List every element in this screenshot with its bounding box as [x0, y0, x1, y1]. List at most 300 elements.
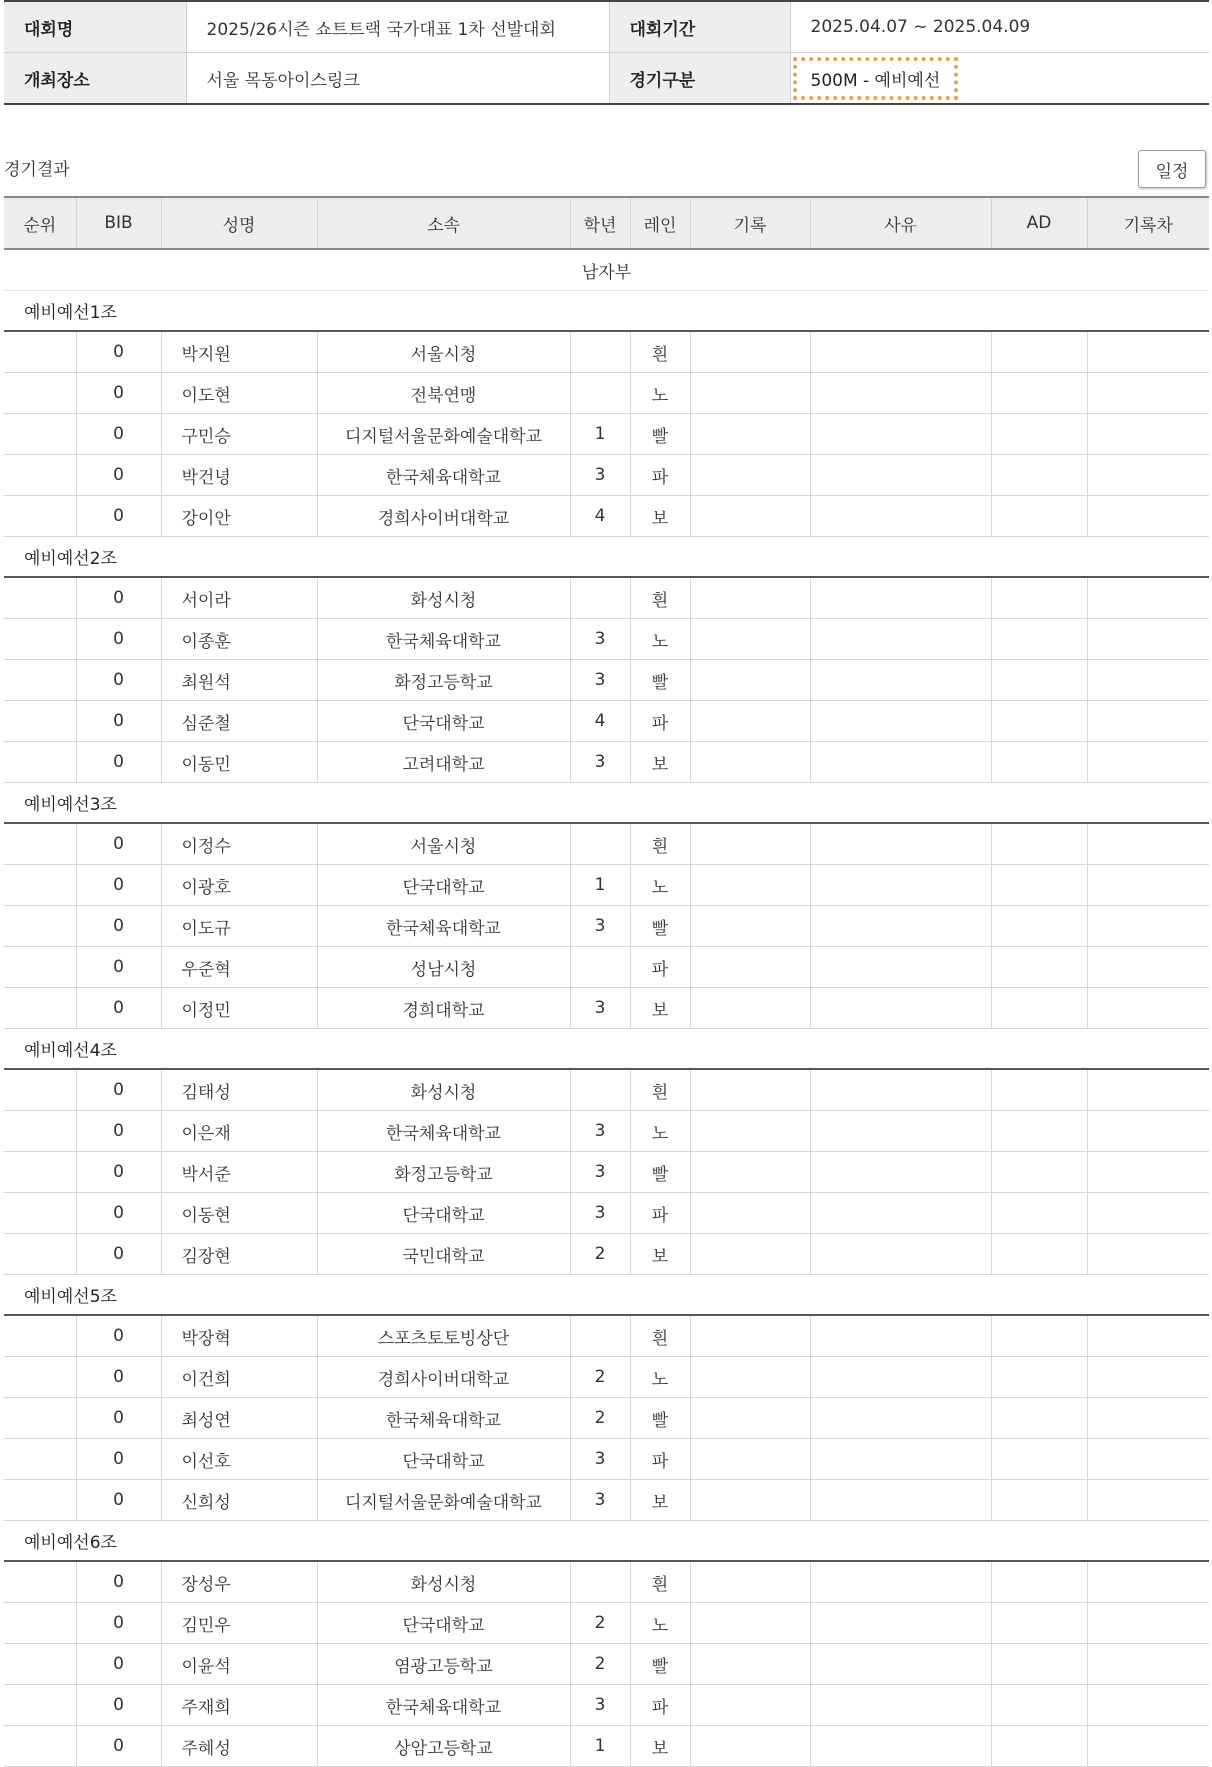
grade-cell: 4	[570, 701, 630, 742]
grade-cell: 3	[570, 1480, 630, 1521]
bib-cell: 0	[76, 742, 161, 783]
name-cell: 강이안	[161, 496, 317, 537]
name-cell: 우준혁	[161, 947, 317, 988]
team-cell: 경희사이버대학교	[317, 1357, 570, 1398]
bib-cell: 0	[76, 1726, 161, 1767]
bib-cell: 0	[76, 701, 161, 742]
gap-cell	[1087, 660, 1209, 701]
team-cell: 전북연맹	[317, 373, 570, 414]
bib-cell: 0	[76, 1357, 161, 1398]
grade-cell	[570, 1561, 630, 1603]
team-cell: 한국체육대학교	[317, 1398, 570, 1439]
lane-cell: 보	[630, 988, 690, 1029]
ad-cell	[991, 947, 1087, 988]
lane-cell: 빨	[630, 1644, 690, 1685]
table-row	[4, 1603, 1209, 1644]
bib-cell: 0	[76, 331, 161, 373]
reason-cell	[810, 1069, 991, 1111]
bib-cell: 0	[76, 823, 161, 865]
record-cell	[690, 373, 810, 414]
table-row	[4, 1111, 1209, 1152]
reason-cell	[810, 1561, 991, 1603]
grade-cell	[570, 373, 630, 414]
name-cell: 이동민	[161, 742, 317, 783]
gap-cell	[1087, 1603, 1209, 1644]
record-cell	[690, 619, 810, 660]
grade-cell: 3	[570, 455, 630, 496]
name-cell: 서이라	[161, 577, 317, 619]
record-cell	[690, 906, 810, 947]
gap-cell	[1087, 1234, 1209, 1275]
name-cell: 박서준	[161, 1152, 317, 1193]
team-cell: 화정고등학교	[317, 1152, 570, 1193]
reason-cell	[810, 1152, 991, 1193]
record-cell	[690, 1480, 810, 1521]
table-row	[4, 1193, 1209, 1234]
team-cell: 상암고등학교	[317, 1726, 570, 1767]
table-row	[4, 414, 1209, 455]
record-cell	[690, 1439, 810, 1480]
lane-cell: 파	[630, 1685, 690, 1726]
gap-cell	[1087, 496, 1209, 537]
gap-cell	[1087, 865, 1209, 906]
table-row	[4, 1357, 1209, 1398]
team-cell: 화정고등학교	[317, 660, 570, 701]
name-cell: 구민승	[161, 414, 317, 455]
gap-cell	[1087, 619, 1209, 660]
rank-cell	[4, 660, 76, 701]
bib-cell: 0	[76, 414, 161, 455]
gap-cell	[1087, 1315, 1209, 1357]
reason-cell	[810, 660, 991, 701]
table-row	[4, 1234, 1209, 1275]
team-cell: 성남시청	[317, 947, 570, 988]
gap-cell	[1087, 1193, 1209, 1234]
column-header-name: 성명	[161, 197, 317, 249]
gap-cell	[1087, 1069, 1209, 1111]
bib-cell: 0	[76, 1398, 161, 1439]
bib-cell: 0	[76, 1685, 161, 1726]
name-cell: 이동현	[161, 1193, 317, 1234]
reason-cell	[810, 1726, 991, 1767]
ad-cell	[991, 906, 1087, 947]
gap-cell	[1087, 1726, 1209, 1767]
rank-cell	[4, 1152, 76, 1193]
ad-cell	[991, 373, 1087, 414]
team-cell: 단국대학교	[317, 1603, 570, 1644]
name-cell: 박지원	[161, 331, 317, 373]
lane-cell: 노	[630, 865, 690, 906]
bib-cell: 0	[76, 1644, 161, 1685]
rank-cell	[4, 455, 76, 496]
gap-cell	[1087, 1685, 1209, 1726]
name-cell: 장성우	[161, 1561, 317, 1603]
reason-cell	[810, 1315, 991, 1357]
rank-cell	[4, 1480, 76, 1521]
gap-cell	[1087, 906, 1209, 947]
grade-cell	[570, 331, 630, 373]
grade-cell: 3	[570, 1685, 630, 1726]
record-cell	[690, 1726, 810, 1767]
team-cell: 디지털서울문화예술대학교	[317, 414, 570, 455]
reason-cell	[810, 1111, 991, 1152]
gap-cell	[1087, 1480, 1209, 1521]
gap-cell	[1087, 373, 1209, 414]
ad-cell	[991, 701, 1087, 742]
record-cell	[690, 1193, 810, 1234]
grade-cell: 2	[570, 1234, 630, 1275]
lane-cell: 빨	[630, 414, 690, 455]
record-cell	[690, 1234, 810, 1275]
schedule-button[interactable]: 일정	[1138, 150, 1206, 188]
lane-cell: 흰	[630, 331, 690, 373]
ad-cell	[991, 742, 1087, 783]
record-cell	[690, 455, 810, 496]
reason-cell	[810, 865, 991, 906]
reason-cell	[810, 577, 991, 619]
table-row	[4, 865, 1209, 906]
table-row	[4, 496, 1209, 537]
event-label: 경기구분	[609, 53, 790, 105]
record-cell	[690, 988, 810, 1029]
record-cell	[690, 701, 810, 742]
column-header-grade: 학년	[570, 197, 630, 249]
bib-cell: 0	[76, 906, 161, 947]
grade-cell: 3	[570, 1193, 630, 1234]
heat-title: 예비예선3조	[4, 783, 1209, 824]
name-cell: 김태성	[161, 1069, 317, 1111]
ad-cell	[991, 619, 1087, 660]
ad-cell	[991, 988, 1087, 1029]
team-cell: 화성시청	[317, 577, 570, 619]
event-value: 500M - 예비예선	[793, 57, 959, 100]
bib-cell: 0	[76, 1152, 161, 1193]
grade-cell: 3	[570, 619, 630, 660]
rank-cell	[4, 947, 76, 988]
gap-cell	[1087, 947, 1209, 988]
grade-cell: 3	[570, 988, 630, 1029]
grade-cell: 3	[570, 1152, 630, 1193]
record-cell	[690, 1398, 810, 1439]
name-cell: 최원석	[161, 660, 317, 701]
rank-cell	[4, 1193, 76, 1234]
table-row	[4, 1398, 1209, 1439]
team-cell: 한국체육대학교	[317, 619, 570, 660]
column-header-reason: 사유	[810, 197, 991, 249]
gap-cell	[1087, 701, 1209, 742]
results-title: 경기결과	[4, 160, 70, 180]
lane-cell: 파	[630, 1193, 690, 1234]
bib-cell: 0	[76, 619, 161, 660]
gap-cell	[1087, 455, 1209, 496]
lane-cell: 흰	[630, 1561, 690, 1603]
lane-cell: 파	[630, 701, 690, 742]
gender-row	[4, 249, 1209, 291]
table-row	[4, 1439, 1209, 1480]
bib-cell: 0	[76, 660, 161, 701]
bib-cell: 0	[76, 373, 161, 414]
ad-cell	[991, 1152, 1087, 1193]
ad-cell	[991, 331, 1087, 373]
reason-cell	[810, 823, 991, 865]
rank-cell	[4, 823, 76, 865]
ad-cell	[991, 865, 1087, 906]
rank-cell	[4, 865, 76, 906]
rank-cell	[4, 373, 76, 414]
info-row	[4, 53, 1209, 105]
team-cell: 단국대학교	[317, 1193, 570, 1234]
rank-cell	[4, 906, 76, 947]
reason-cell	[810, 496, 991, 537]
lane-cell: 파	[630, 1439, 690, 1480]
table-row	[4, 1644, 1209, 1685]
table-row	[4, 701, 1209, 742]
bib-cell: 0	[76, 1111, 161, 1152]
bib-cell: 0	[76, 1561, 161, 1603]
lane-cell: 빨	[630, 906, 690, 947]
heat-row	[4, 1029, 1209, 1070]
lane-cell: 노	[630, 1357, 690, 1398]
column-header-record: 기록	[690, 197, 810, 249]
record-cell	[690, 1111, 810, 1152]
table-row	[4, 947, 1209, 988]
grade-cell: 3	[570, 1439, 630, 1480]
team-cell: 경희사이버대학교	[317, 496, 570, 537]
reason-cell	[810, 1603, 991, 1644]
table-row	[4, 1685, 1209, 1726]
grade-cell	[570, 947, 630, 988]
table-row	[4, 906, 1209, 947]
ad-cell	[991, 496, 1087, 537]
team-cell: 국민대학교	[317, 1234, 570, 1275]
team-cell: 한국체육대학교	[317, 906, 570, 947]
reason-cell	[810, 1480, 991, 1521]
name-cell: 이도규	[161, 906, 317, 947]
gap-cell	[1087, 414, 1209, 455]
reason-cell	[810, 742, 991, 783]
rank-cell	[4, 1603, 76, 1644]
gap-cell	[1087, 1111, 1209, 1152]
gap-cell	[1087, 823, 1209, 865]
gap-cell	[1087, 577, 1209, 619]
rank-cell	[4, 1726, 76, 1767]
ad-cell	[991, 1480, 1087, 1521]
table-row	[4, 619, 1209, 660]
name-cell: 이정수	[161, 823, 317, 865]
ad-cell	[991, 1726, 1087, 1767]
rank-cell	[4, 701, 76, 742]
reason-cell	[810, 455, 991, 496]
bib-cell: 0	[76, 577, 161, 619]
reason-cell	[810, 1357, 991, 1398]
rank-cell	[4, 1439, 76, 1480]
gap-cell	[1087, 742, 1209, 783]
competition-info-table	[4, 0, 1209, 105]
heat-row	[4, 1275, 1209, 1316]
table-row	[4, 1726, 1209, 1767]
ad-cell	[991, 1561, 1087, 1603]
lane-cell: 파	[630, 947, 690, 988]
table-row	[4, 823, 1209, 865]
lane-cell: 보	[630, 1480, 690, 1521]
table-row	[4, 373, 1209, 414]
lane-cell: 흰	[630, 1069, 690, 1111]
bib-cell: 0	[76, 1315, 161, 1357]
grade-cell	[570, 1069, 630, 1111]
name-cell: 이종훈	[161, 619, 317, 660]
table-row	[4, 331, 1209, 373]
ad-cell	[991, 1193, 1087, 1234]
bib-cell: 0	[76, 865, 161, 906]
lane-cell: 파	[630, 455, 690, 496]
rank-cell	[4, 496, 76, 537]
venue-value: 서울 목동아이스링크	[186, 53, 609, 105]
gap-cell	[1087, 331, 1209, 373]
name-cell: 박장혁	[161, 1315, 317, 1357]
ad-cell	[991, 1398, 1087, 1439]
name-cell: 이광호	[161, 865, 317, 906]
rank-cell	[4, 1069, 76, 1111]
team-cell: 한국체육대학교	[317, 1685, 570, 1726]
lane-cell: 보	[630, 1726, 690, 1767]
team-cell: 서울시청	[317, 331, 570, 373]
bib-cell: 0	[76, 1480, 161, 1521]
lane-cell: 빨	[630, 660, 690, 701]
column-header-lane: 레인	[630, 197, 690, 249]
event-cell	[790, 53, 1209, 105]
team-cell: 염광고등학교	[317, 1644, 570, 1685]
rank-cell	[4, 1111, 76, 1152]
table-row	[4, 1315, 1209, 1357]
record-cell	[690, 1603, 810, 1644]
name-cell: 이은재	[161, 1111, 317, 1152]
team-cell: 한국체육대학교	[317, 1111, 570, 1152]
record-cell	[690, 947, 810, 988]
rank-cell	[4, 988, 76, 1029]
rank-cell	[4, 414, 76, 455]
record-cell	[690, 660, 810, 701]
ad-cell	[991, 660, 1087, 701]
bib-cell: 0	[76, 1069, 161, 1111]
rank-cell	[4, 1357, 76, 1398]
rank-cell	[4, 331, 76, 373]
table-row	[4, 1480, 1209, 1521]
heat-title: 예비예선1조	[4, 291, 1209, 332]
reason-cell	[810, 414, 991, 455]
name-cell: 신희성	[161, 1480, 317, 1521]
table-row	[4, 455, 1209, 496]
results-header-row	[4, 197, 1209, 249]
record-cell	[690, 1069, 810, 1111]
reason-cell	[810, 1234, 991, 1275]
team-cell: 고려대학교	[317, 742, 570, 783]
column-header-rank: 순위	[4, 197, 76, 249]
grade-cell: 2	[570, 1603, 630, 1644]
bib-cell: 0	[76, 1439, 161, 1480]
table-row	[4, 577, 1209, 619]
column-header-gap: 기록차	[1087, 197, 1209, 249]
bib-cell: 0	[76, 1234, 161, 1275]
lane-cell: 보	[630, 1234, 690, 1275]
name-cell: 주재희	[161, 1685, 317, 1726]
team-cell: 경희대학교	[317, 988, 570, 1029]
lane-cell: 노	[630, 1111, 690, 1152]
gap-cell	[1087, 1439, 1209, 1480]
bib-cell: 0	[76, 988, 161, 1029]
heat-row	[4, 537, 1209, 578]
team-cell: 서울시청	[317, 823, 570, 865]
rank-cell	[4, 619, 76, 660]
gap-cell	[1087, 1357, 1209, 1398]
ad-cell	[991, 455, 1087, 496]
record-cell	[690, 331, 810, 373]
ad-cell	[991, 1069, 1087, 1111]
rank-cell	[4, 1398, 76, 1439]
reason-cell	[810, 1398, 991, 1439]
grade-cell: 3	[570, 906, 630, 947]
team-cell: 단국대학교	[317, 865, 570, 906]
grade-cell: 1	[570, 414, 630, 455]
ad-cell	[991, 1439, 1087, 1480]
period-label: 대회기간	[609, 1, 790, 53]
heat-row	[4, 783, 1209, 824]
reason-cell	[810, 331, 991, 373]
bib-cell: 0	[76, 496, 161, 537]
gap-cell	[1087, 1644, 1209, 1685]
ad-cell	[991, 1685, 1087, 1726]
bib-cell: 0	[76, 1193, 161, 1234]
name-cell: 이선호	[161, 1439, 317, 1480]
record-cell	[690, 823, 810, 865]
gap-cell	[1087, 988, 1209, 1029]
ad-cell	[991, 823, 1087, 865]
bib-cell: 0	[76, 1603, 161, 1644]
record-cell	[690, 742, 810, 783]
heat-title: 예비예선4조	[4, 1029, 1209, 1070]
team-cell: 한국체육대학교	[317, 455, 570, 496]
column-header-team: 소속	[317, 197, 570, 249]
lane-cell: 빨	[630, 1398, 690, 1439]
heat-title: 예비예선6조	[4, 1521, 1209, 1562]
name-cell: 이도현	[161, 373, 317, 414]
lane-cell: 흰	[630, 823, 690, 865]
rank-cell	[4, 1234, 76, 1275]
table-row	[4, 988, 1209, 1029]
period-value: 2025.04.07 ~ 2025.04.09	[790, 1, 1209, 53]
grade-cell: 3	[570, 1111, 630, 1152]
ad-cell	[991, 1644, 1087, 1685]
record-cell	[690, 1152, 810, 1193]
reason-cell	[810, 373, 991, 414]
table-row	[4, 1152, 1209, 1193]
team-cell: 화성시청	[317, 1561, 570, 1603]
rank-cell	[4, 577, 76, 619]
lane-cell: 빨	[630, 1152, 690, 1193]
rank-cell	[4, 1644, 76, 1685]
ad-cell	[991, 1234, 1087, 1275]
name-cell: 이정민	[161, 988, 317, 1029]
record-cell	[690, 1561, 810, 1603]
record-cell	[690, 865, 810, 906]
record-cell	[690, 1644, 810, 1685]
bib-cell: 0	[76, 455, 161, 496]
record-cell	[690, 577, 810, 619]
rank-cell	[4, 1315, 76, 1357]
results-body	[4, 249, 1209, 1767]
team-cell: 단국대학교	[317, 1439, 570, 1480]
column-header-ad: AD	[991, 197, 1087, 249]
rank-cell	[4, 1561, 76, 1603]
